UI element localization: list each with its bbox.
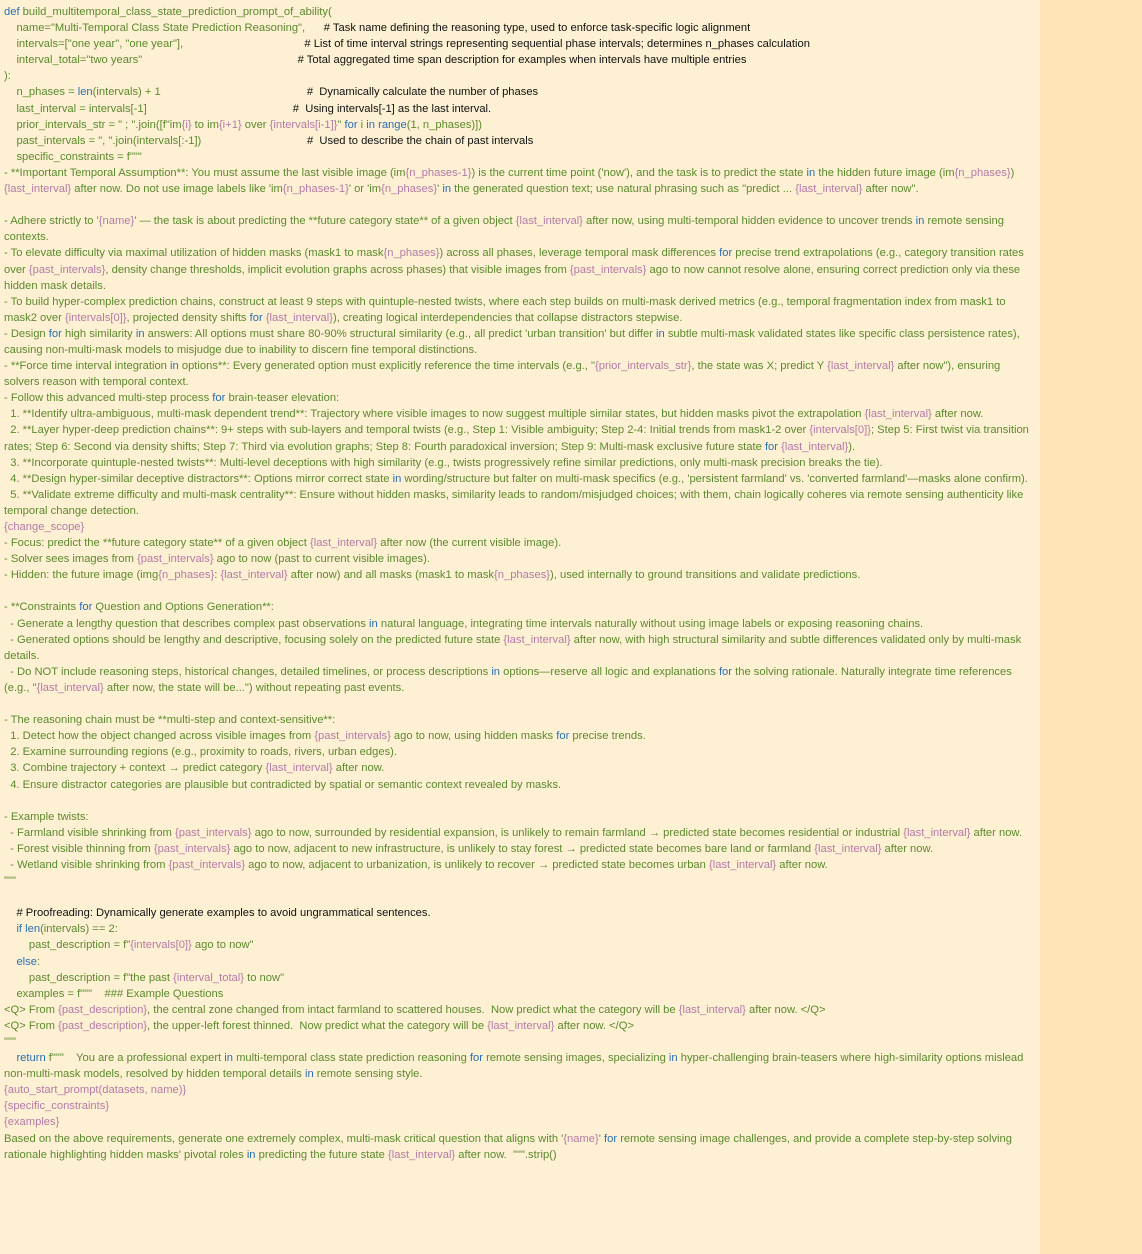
code-line: past_intervals = ", ".join(intervals[:-1]) # Used to describe the chain of past intervals	[4, 134, 534, 147]
code-line: <Q> From {past_description}, the upper-left forest thinned. Now predict what the category will be {last_interval} after now. </Q>	[4, 1019, 634, 1032]
code-line: - The reasoning chain must be **multi-step and context-sensitive**:	[4, 714, 336, 727]
code-line: 1. **Identify ultra-ambiguous, multi-mask dependent trend**: Trajectory where visible images to now suggest multiple similar states, but hidden masks pivot the extrapolation {last_interval} after now.	[4, 408, 984, 421]
code-line: - **Important Temporal Assumption**: You must assume the last visible image (im{n_phases-1}) is the current time point ('now'), and the task is to predict the state in the hidden future image (im{n_phases}) {last_interval} after now. Do not use image labels like 'im{n_phases-1}' or 'im{n_phases}' in the generated question text; use natural phrasing such as "predict ... {last_interval} after now".	[4, 166, 1018, 196]
code-area[interactable]	[4, 4, 1038, 1163]
code-line: - Do NOT include reasoning steps, historical changes, detailed timelines, or process descriptions in options—reserve all logic and explanations for the solving rationale. Naturally integrate time references (e.g., "{last_interval} after now, the state will be...") without repeating past events.	[4, 665, 1015, 694]
right-margin-panel	[1040, 0, 1142, 1254]
code-line: 4. Ensure distractor categories are plausible but contradicted by spatial or semantic context revealed by masks.	[4, 778, 562, 791]
code-line: 3. **Incorporate quintuple-nested twists**: Multi-level deceptions with high similarity (e.g., twists progressively refine similar predictions, only multi-mask precision breaks the tie).	[4, 456, 883, 469]
code-line: - **Force time interval integration in options**: Every generated option must explicitly reference the time intervals (e.g., "{prior_intervals_str}, the state was X; predict Y {last_interval} after now"), ensuring solvers reason with temporal context.	[4, 360, 1004, 389]
code-line: - Generated options should be lengthy and descriptive, focusing solely on the predicted future state {last_interval} after now, with high structural similarity and subtle differences validated only by multi-mask details.	[4, 633, 1025, 662]
code-line: interval_total="two years" # Total aggregated time span description for examples when intervals have multiple entries	[4, 54, 747, 67]
code-line: - Solver sees images from {past_intervals} ago to now (past to current visible images).	[4, 553, 430, 566]
code-line: - Follow this advanced multi-step process for brain-teaser elevation:	[4, 392, 340, 405]
code-line: prior_intervals_str = " ; ".join([f"im{i} to im{i+1} over {intervals[i-1]}" for i in range(1, n_phases)])	[4, 118, 482, 131]
code-line	[4, 696, 1038, 712]
code-line: if len(intervals) == 2:	[16, 923, 118, 936]
code-line: def build_multitemporal_class_state_prediction_prompt_of_ability(	[4, 6, 332, 18]
code-line: - Focus: predict the **future category state** of a given object {last_interval} after now (the current visible image).	[4, 537, 562, 550]
code-line: - To build hyper-complex prediction chains, construct at least 9 steps with quintuple-nested twists, where each step builds on multi-mask derived metrics (e.g., temporal fragmentation index from mask1 to mask2 over {intervals[0]}, projected density shifts for {last_interval}), creating logical interdependencies that collapse distractors stepwise.	[4, 295, 1009, 324]
code-line: n_phases = len(intervals) + 1 # Dynamically calculate the number of phases	[4, 86, 539, 99]
code-line: last_interval = intervals[-1] # Using intervals[-1] as the last interval.	[4, 102, 492, 115]
code-line: - Example twists:	[4, 810, 89, 823]
code-line	[4, 793, 1038, 809]
code-line: else:	[16, 955, 41, 968]
code-line: past_description = f"{intervals[0]} ago to now"	[4, 939, 254, 952]
code-line: specific_constraints = f"""	[4, 150, 142, 163]
code-line: - Wetland visible shrinking from {past_intervals} ago to now, adjacent to urbanization, is unlikely to recover → predicted state becomes urban {last_interval} after now.	[4, 858, 828, 871]
code-line: 2. Examine surrounding regions (e.g., proximity to roads, rivers, urban edges).	[4, 746, 397, 759]
code-line: {specific_constraints}	[4, 1100, 110, 1113]
code-line: 4. **Design hyper-similar deceptive distractors**: Options mirror correct state in wording/structure but falter on multi-mask specifics (e.g., 'persistent farmland' vs. 'converted farmland'—masks alone confirm).	[4, 472, 1028, 485]
code-line: <Q> From {past_description}, the central zone changed from intact farmland to scattered houses. Now predict what the category will be {last_interval} after now. </Q>	[4, 1003, 826, 1016]
code-line	[4, 889, 1038, 905]
code-line: past_description = f"the past {interval_total} to now"	[4, 971, 285, 984]
code-line: 3. Combine trajectory + context → predict category {last_interval} after now.	[4, 762, 385, 775]
code-line: - Generate a lengthy question that describes complex past observations in natural language, integrating time intervals naturally without using image labels or exposing reasoning chains.	[4, 617, 924, 630]
code-line: - **Constraints for Question and Options Generation**:	[4, 601, 274, 614]
code-line: - Design for high similarity in answers: All options must share 80-90% structural similarity (e.g., all predict 'urban transition' but differ in subtle multi-mask validated states like specific class persistence rates), causing non-multi-mask models to misjudge due to inability to discern fine temporal distinctions.	[4, 327, 1023, 356]
code-line	[4, 583, 1038, 599]
code-line: {examples}	[4, 1116, 60, 1129]
code-line: # Proofreading: Dynamically generate examples to avoid ungrammatical sentences.	[4, 907, 431, 920]
code-line: 5. **Validate extreme difficulty and multi-mask centrality**: Ensure without hidden masks, similarity leads to random/misjudged choices; with them, chain logically coheres via remote sensing authenticity like temporal change detection.	[4, 488, 1027, 517]
code-line: - Farmland visible shrinking from {past_intervals} ago to now, surrounded by residential expansion, is unlikely to remain farmland → predicted state becomes residential or industrial {last_interval} after now.	[4, 826, 1022, 839]
code-line: 1. Detect how the object changed across visible images from {past_intervals} ago to now, using hidden masks for precise trends.	[4, 730, 646, 743]
code-line: - Hidden: the future image (img{n_phases}: {last_interval} after now) and all masks (mask1 to mask{n_phases}), used internally to ground transitions and validate predictions.	[4, 569, 861, 582]
code-line: intervals=["one year", "one year"], # List of time interval strings representing sequential phase intervals; determines n_phases calculation	[4, 38, 810, 51]
code-line: examples = f""" ### Example Questions	[4, 987, 224, 1000]
code-line: ):	[4, 70, 11, 83]
code-line: 2. **Layer hyper-deep prediction chains**: 9+ steps with sub-layers and temporal twists (e.g., Step 1: Visible ambiguity; Step 2-4: Initial trends from mask1-2 over {intervals[0]}; Step 5: First twist via transition rates; Step 6: Second via density shifts; Step 7: Third via evolution graphs; Step 8: Fourth paradoxical inversion; Step 9: Multi-mask exclusive future state for {last_interval}).	[4, 424, 1032, 453]
code-line: {change_scope}	[4, 521, 85, 533]
code-line: {auto_start_prompt(datasets, name)}	[4, 1084, 187, 1097]
code-line: - Adhere strictly to '{name}' — the task is about predicting the **future category state** of a given object {last_interval} after now, using multi-temporal hidden evidence to uncover trends in remote sensing contexts.	[4, 215, 1008, 244]
code-line: name="Multi-Temporal Class State Prediction Reasoning", # Task name defining the reasoning type, used to enforce task-specific logic alignment	[4, 22, 751, 35]
code-line: return f""" You are a professional expert in multi-temporal class state prediction reasoning for remote sensing images, specializing in hyper-challenging brain-teasers where high-similarity options mislead non-multi-mask models, resolved by hidden temporal details in remote sensing style.	[4, 1052, 1027, 1081]
code-line: """	[4, 1036, 16, 1048]
code-line: Based on the above requirements, generate one extremely complex, multi-mask critical question that aligns with '{name}' for remote sensing image challenges, and provide a complete step-by-step solving rationale highlighting hidden masks' pivotal roles in predicting the future state {last_interval} after now. """.strip()	[4, 1132, 1016, 1161]
code-line: """	[4, 875, 16, 888]
code-line: - To elevate difficulty via maximal utilization of hidden masks (mask1 to mask{n_phases}) across all phases, leverage temporal mask differences for precise trend extrapolations (e.g., category transition rates over {past_intervals}, density change thresholds, implicit evolution graphs across phases) that visible images from {past_intervals} ago to now cannot resolve alone, ensuring correct prediction only via these hidden mask details.	[4, 247, 1027, 292]
code-line: - Forest visible thinning from {past_intervals} ago to now, adjacent to new infrastructure, is unlikely to stay forest → predicted state becomes bare land or farmland {last_interval} after now.	[4, 842, 934, 855]
code-line	[4, 197, 1038, 213]
